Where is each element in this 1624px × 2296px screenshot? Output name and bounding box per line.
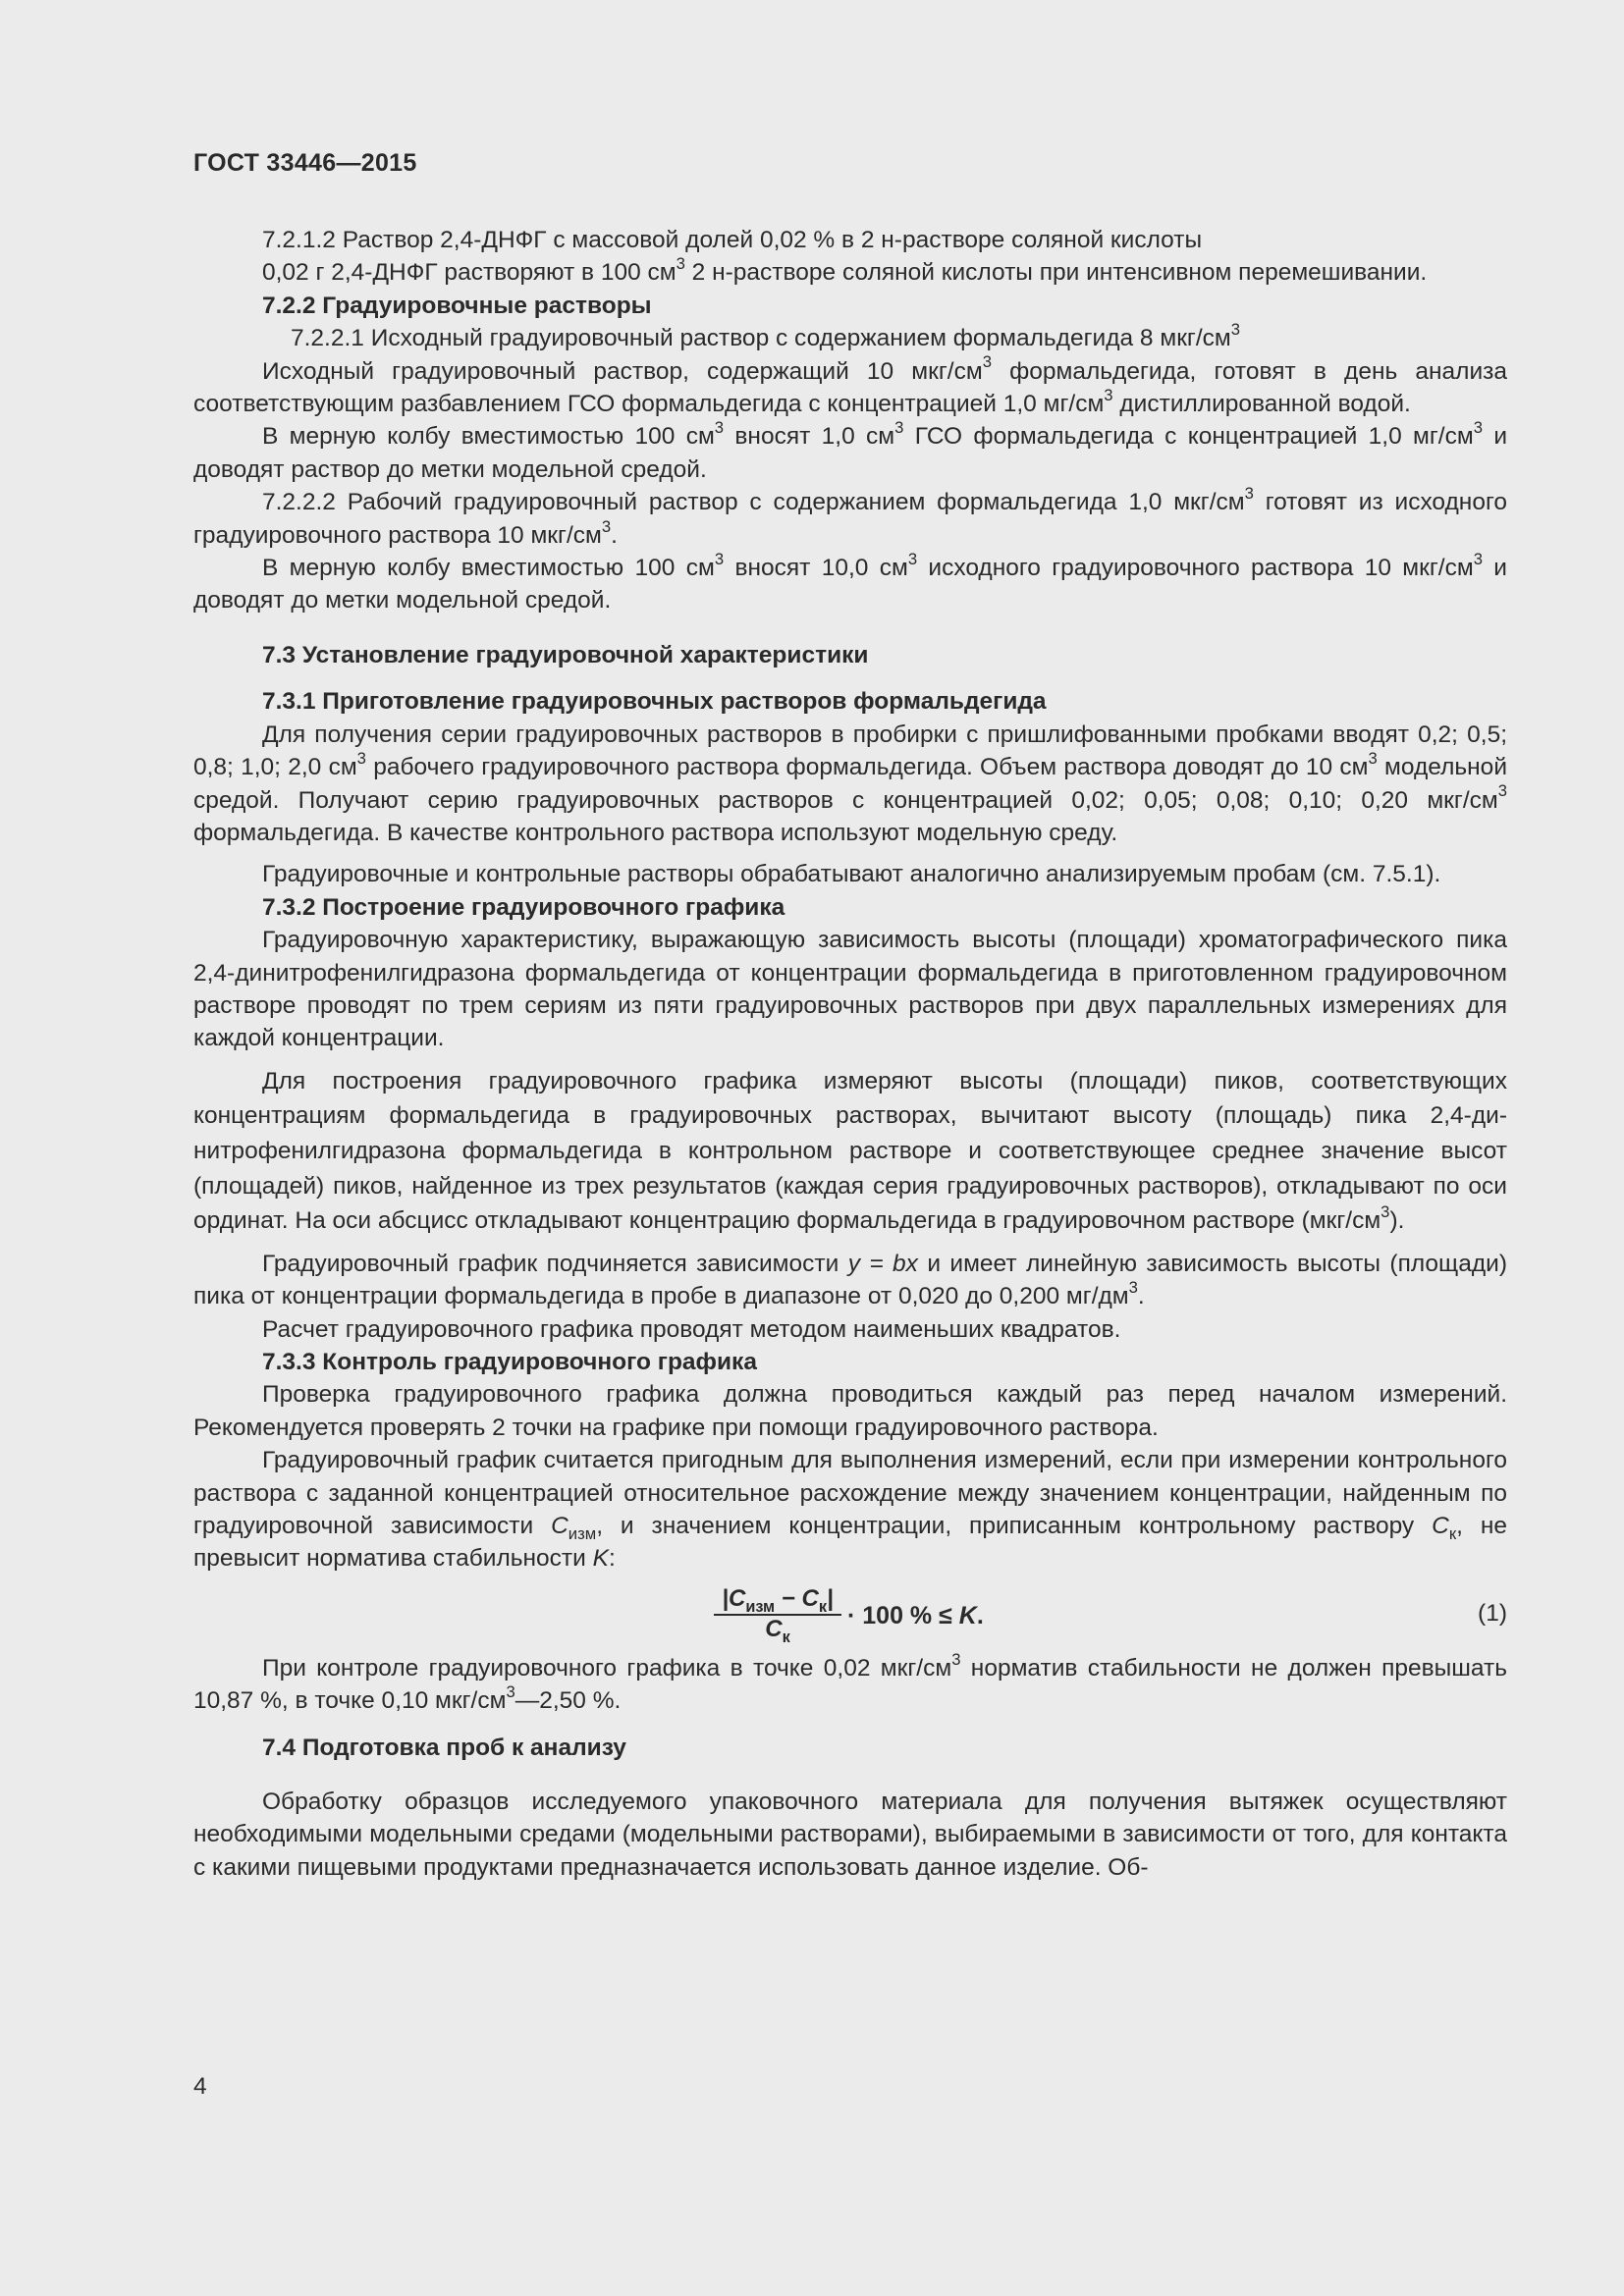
para-7212-body: 0,02 г 2,4-ДНФГ растворяют в 100 $см^3$ 2 н-растворе соляной кислоты при интенсивном перемешивании. (262, 254, 1428, 287)
heading-7-3-1: 7.3.1 Приготовление градуировочных растворов формальдегида (262, 688, 1047, 716)
formula-1 (193, 1583, 1507, 1646)
page-number: 4 (193, 2073, 207, 2100)
document-header: ГОСТ 33446—2015 (193, 149, 417, 177)
para-732-p3: Градуировочный график подчиняется зависимости y = bx и имеет линейную зависимость высоты (площади) пика от концентрации формальдегида в пробе в диапазоне от 0,020 до 0,200 $мг/дм^3$. (193, 1250, 1507, 1310)
page-content (193, 224, 1507, 1884)
formula-number: (1) (1478, 1599, 1507, 1627)
heading-7-2-2: 7.2.2 Градуировочные растворы (262, 292, 652, 319)
para-7221-title: 7.2.2.1 Исходный градуировочный раствор с содержанием формальдегида 8 мкг/$см^3$ (291, 320, 1241, 352)
para-733-p1: Проверка градуировочного графика должна проводиться каждый раз перед началом измерений. Рекомендуется проверять 2 точки на графике при помощи градуировочного раствора. (193, 1381, 1507, 1441)
para-7221-p2: В мерную колбу вместимостью 100 $см^3$ вносят 1,0 $см^3$ ГСО формальдегида с концентрацией 1,0 $мг/см^3$ и доводят раствор до метки модельной средой. (193, 418, 1508, 483)
formula-tail: · 100 % ≤ K. (847, 1601, 984, 1629)
heading-7-3-2: 7.3.2 Построение градуировочного графика (262, 893, 785, 921)
formula-fraction (714, 1584, 841, 1646)
heading-7-3-3: 7.3.3 Контроль градуировочного графика (262, 1348, 757, 1375)
heading-7-4: 7.4 Подготовка проб к анализу (262, 1734, 626, 1761)
formula-denominator: $C_к$ (765, 1615, 790, 1646)
para-7222-p2: В мерную колбу вместимостью 100 $см^3$ вносят 10,0 $см^3$ исходного градуировочного раствора 10 мкг/$см^3$ и доводят до метки модельной средой. (193, 549, 1507, 614)
para-7212-title: 7.2.1.2 Раствор 2,4-ДНФГ с массовой долей 0,02 % в 2 н-растворе соляной кислоты (262, 227, 1203, 253)
para-7221-p1: Исходный градуировочный раствор, содержащий 10 мкг/$см^3$ формальдегида, готовят в день анализа соответствующим разбавлением ГСО формальдегида с концентрацией 1,0 $мг/см^3$ дистиллированной водой. (193, 352, 1508, 418)
para-733-p2: Градуировочный график считается пригодным для выполнения измерений, если при измерении контрольного раствора с заданной концентрацией относительное расхождение между значением концентрации, найденным по градуировочной зависимости $C_{изм}$, и значением концентрации, приписанным контрольному раствору $C_к$, не превысит норматива стабильности K: (193, 1447, 1507, 1573)
para-732-p1: Градуировочную характеристику, выражающую зависимость высоты (площади) хроматографического пика 2,4-динитрофенилгидразона формальдегида от концентрации формальдегида в приготовленном градуировочном растворе проводят по трем сериям из пяти градуировочных растворов при двух параллельных измерениях для каждой концентрации. (193, 927, 1507, 1052)
heading-7-3: 7.3 Установление градуировочной характеристики (262, 641, 869, 668)
para-74-p1: Обработку образцов исследуемого упаковочного материала для получения вытяжек осуществляют необходимыми модельными средами (модельными растворами), выбираемыми в зависимости от того, для контакта с какими пищевыми продуктами предназначается использовать данное изделие. Об- (193, 1789, 1507, 1881)
para-731-p1: Для получения серии градуировочных растворов в пробирки с пришлифованными пробками вводят 0,2; 0,5; 0,8; 1,0; 2,0 $см^3$ рабочего градуировочного раствора формальдегида. Объем раствора доводят до 10 $см^3$ модельной средой. Получают серию градуировочных растворов с концентрацией 0,02; 0,05; 0,08; 0,10; 0,20 мкг/$см^3$ формальдегида. В качестве контрольного раствора используют модельную среду. (193, 721, 1507, 846)
para-732-p2: Для построения градуировочного графика измеряют высоты (площади) пиков, соответствующих концентрациям формальдегида в градуировочных растворах, вычитают высоту (площадь) пика 2,4-динитрофенилгидразона формальдегида в контрольном растворе и соответствующее среднее значение высот (площадей) пиков, найденное из трех результатов (каждая серия градуировочных растворов), откладывают по оси ординат. На оси абсцисс откладывают концентрацию формальдегида в градуировочном растворе $(мкг/см^3)$. (193, 1067, 1507, 1235)
para-732-p4: Расчет градуировочного графика проводят методом наименьших квадратов. (262, 1315, 1121, 1343)
para-7222-p1: 7.2.2.2 Рабочий градуировочный раствор с содержанием формальдегида 1,0 мкг/$см^3$ готовят из исходного градуировочного раствора 10 мкг/$см^3$. (193, 484, 1507, 549)
formula-numerator: $|C_{изм} - C_к|$ (714, 1585, 841, 1616)
para-731-p2: Градуировочные и контрольные растворы обрабатывают аналогично анализируемым пробам (см. 7.5.1). (262, 861, 1441, 888)
para-733-p3: При контроле градуировочного графика в точке 0,02 мкг/$см^3$ норматив стабильности не должен превышать 10,87 %, в точке 0,10 мкг/$см^3—2,50$ %. (193, 1649, 1507, 1715)
